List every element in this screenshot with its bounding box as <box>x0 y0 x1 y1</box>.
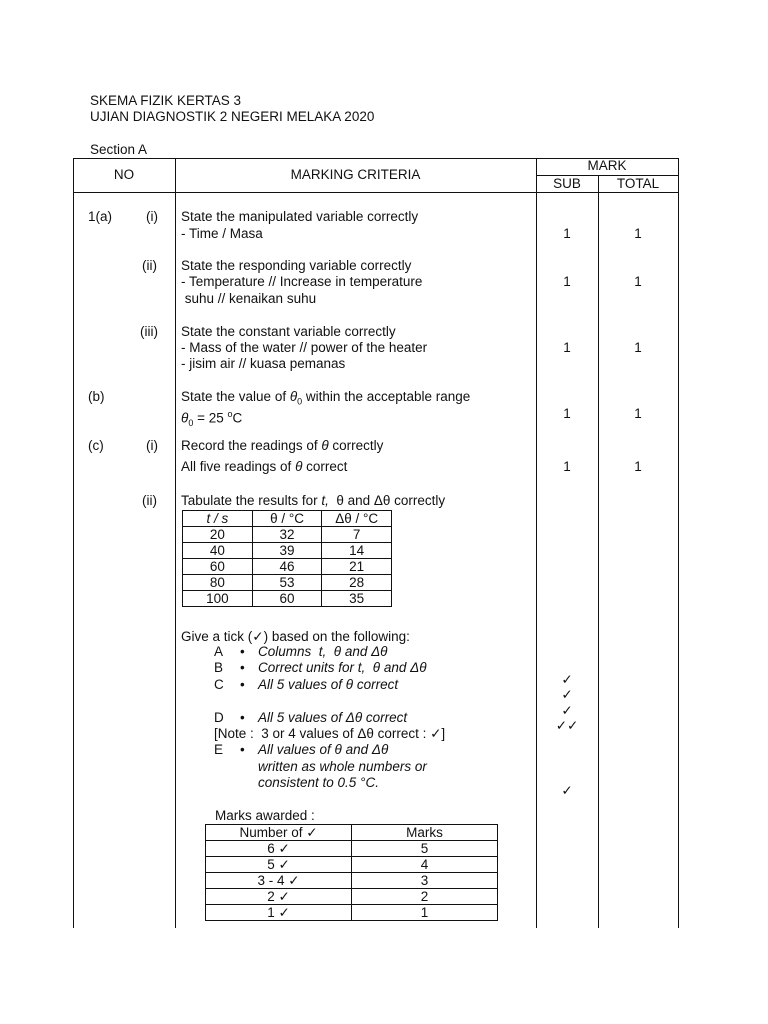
question-number: (b) <box>88 389 105 404</box>
results-cell: 46 <box>252 559 322 575</box>
results-cell: 53 <box>252 575 322 591</box>
criteria-text: State the manipulated variable correctly <box>181 209 419 224</box>
criterion-letter: C <box>214 677 224 692</box>
header-sub: SUB <box>553 176 581 191</box>
doc-title: SKEMA FIZIK KERTAS 3 <box>90 93 242 108</box>
marks-cell: 6 ✓ <box>206 841 352 857</box>
bullet: • <box>240 742 245 757</box>
marks-cell: 5 ✓ <box>206 857 352 873</box>
marks-header: Number of ✓ <box>206 825 352 841</box>
bullet: • <box>240 644 245 659</box>
criteria-text: State the value of $\theta_0$ within the acceptable range <box>181 389 471 407</box>
part-label: (ii) <box>142 258 157 273</box>
tick-mark: ✓✓ <box>555 718 579 733</box>
criteria-text: $\theta_0 = 25$ $^o$C <box>181 409 243 429</box>
tick-intro: Give a tick (✓) based on the following: <box>181 629 410 644</box>
marks-cell: 3 - 4 ✓ <box>206 873 352 889</box>
sub-mark: 1 <box>563 406 571 421</box>
results-cell: 28 <box>322 575 392 591</box>
header-marking-criteria: MARKING CRITERIA <box>290 167 421 182</box>
bullet: • <box>240 710 245 725</box>
criteria-text: - Temperature // Increase in temperature <box>181 274 423 289</box>
tick-mark: ✓ <box>561 783 573 798</box>
results-table <box>182 510 392 607</box>
bullet: • <box>240 677 245 692</box>
tick-mark: ✓ <box>561 687 573 702</box>
part-label: (i) <box>146 438 158 453</box>
part-label: (ii) <box>142 493 157 508</box>
section-label: Section A <box>90 142 148 157</box>
criterion-text: All values of θ and Δθ <box>258 742 389 757</box>
criterion-text: All 5 values of θ correct <box>258 677 399 692</box>
tick-mark: ✓ <box>561 672 573 687</box>
tick-mark: ✓ <box>561 703 573 718</box>
criteria-text: suhu // kenaikan suhu <box>181 291 317 306</box>
total-mark: 1 <box>634 274 642 289</box>
total-mark: 1 <box>634 459 642 474</box>
header-total: TOTAL <box>616 176 660 191</box>
criterion-letter: B <box>214 660 224 675</box>
marks-awarded-table <box>205 824 498 921</box>
part-label: (i) <box>146 209 158 224</box>
criteria-text: - Time / Masa <box>181 226 263 241</box>
results-cell: 21 <box>322 559 392 575</box>
total-mark: 1 <box>634 340 642 355</box>
criterion-text: written as whole numbers or <box>258 759 427 774</box>
sub-mark: 1 <box>563 226 571 241</box>
results-cell: 35 <box>322 591 392 607</box>
criteria-text: State the responding variable correctly <box>181 258 412 273</box>
marks-cell: 3 <box>352 873 498 889</box>
results-header: θ / °C <box>252 511 322 527</box>
marks-cell: 4 <box>352 857 498 873</box>
sub-mark: 1 <box>563 340 571 355</box>
question-number: 1(a) <box>88 209 113 224</box>
results-cell: 60 <box>183 559 253 575</box>
results-cell: 14 <box>322 543 392 559</box>
criterion-text: Columns t, θ and Δθ <box>258 644 388 659</box>
total-mark: 1 <box>634 406 642 421</box>
results-cell: 20 <box>183 527 253 543</box>
criterion-letter: D <box>214 710 224 725</box>
marks-cell: 5 <box>352 841 498 857</box>
results-cell: 40 <box>183 543 253 559</box>
results-cell: 7 <box>322 527 392 543</box>
part-label: (iii) <box>140 324 158 339</box>
results-header: Δθ / °C <box>322 511 392 527</box>
marks-cell: 1 <box>352 905 498 921</box>
criteria-text: - jisim air // kuasa pemanas <box>181 356 346 371</box>
criterion-text: All 5 values of Δθ correct <box>258 710 408 725</box>
sub-mark: 1 <box>563 459 571 474</box>
results-header: t / s <box>183 511 253 527</box>
doc-subtitle: UJIAN DIAGNOSTIK 2 NEGERI MELAKA 2020 <box>90 109 375 124</box>
total-mark: 1 <box>634 226 642 241</box>
results-cell: 100 <box>183 591 253 607</box>
header-mark: MARK <box>587 158 627 173</box>
marks-cell: 2 <box>352 889 498 905</box>
sub-mark: 1 <box>563 274 571 289</box>
criterion-letter: E <box>214 742 224 757</box>
criteria-text: Tabulate the results for t, θ and Δθ correctly <box>181 493 446 508</box>
criterion-text: consistent to 0.5 °C. <box>258 775 379 790</box>
criteria-text: State the constant variable correctly <box>181 324 396 339</box>
marks-cell: 2 ✓ <box>206 889 352 905</box>
criterion-text: Correct units for t, θ and Δθ <box>258 660 427 675</box>
header-no: NO <box>113 167 135 182</box>
marks-header: Marks <box>352 825 498 841</box>
criterion-letter: A <box>214 644 224 659</box>
criteria-text: - Mass of the water // power of the heater <box>181 340 428 355</box>
results-cell: 39 <box>252 543 322 559</box>
criteria-text: Record the readings of θ correctly <box>181 438 384 453</box>
bullet: • <box>240 660 245 675</box>
question-number: (c) <box>88 438 104 453</box>
results-cell: 60 <box>252 591 322 607</box>
note-text: [Note : 3 or 4 values of Δθ correct : ✓] <box>214 726 446 741</box>
marks-awarded-label: Marks awarded : <box>215 808 315 823</box>
marks-cell: 1 ✓ <box>206 905 352 921</box>
results-cell: 80 <box>183 575 253 591</box>
results-cell: 32 <box>252 527 322 543</box>
criteria-text: All five readings of θ correct <box>181 459 348 474</box>
